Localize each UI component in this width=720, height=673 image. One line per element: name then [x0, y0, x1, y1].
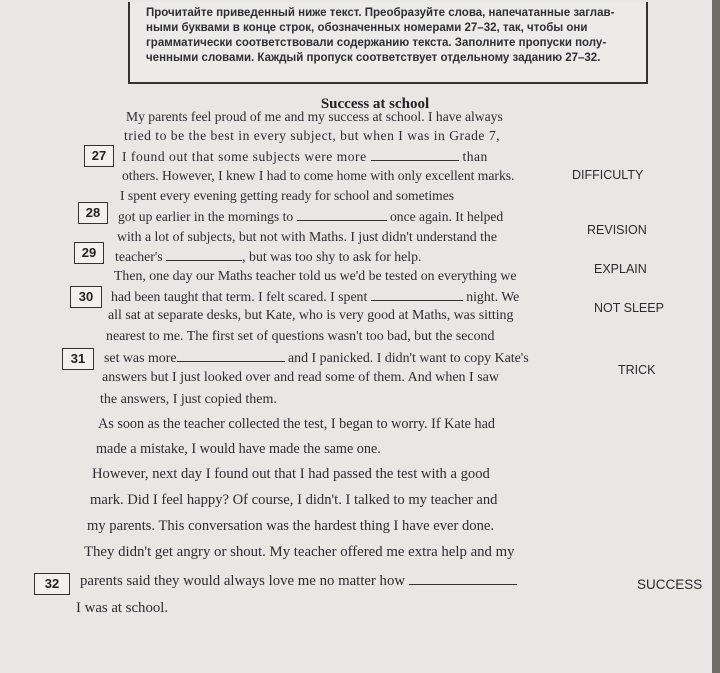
keyword-29: EXPLAIN — [594, 262, 647, 276]
text-line: However, next day I found out that I had passed the test with a good — [92, 466, 490, 482]
text-line: others. However, I knew I had to come home with only excellent marks. — [122, 168, 515, 183]
instructions-box — [128, 2, 648, 84]
task-number-29: 29 — [74, 242, 104, 264]
task-number-28: 28 — [78, 202, 108, 224]
answer-blank-30[interactable] — [371, 288, 463, 301]
task-number-30: 30 — [70, 286, 102, 308]
instruction-line: Прочитайте приведенный ниже текст. Преобразуйте слова, напечатанные заглав- — [146, 7, 615, 19]
text-line: As soon as the teacher collected the test, I began to worry. If Kate had — [98, 416, 495, 432]
text-line: made a mistake, I would have made the same one. — [96, 441, 381, 457]
text-line: mark. Did I feel happy? Of course, I didn't. I talked to my teacher and — [90, 492, 498, 508]
instruction-line: ными буквами в конце строк, обозначенных номерами 27–32, так, чтобы они — [146, 22, 588, 34]
answer-blank-32[interactable] — [409, 572, 517, 585]
answer-blank-28[interactable] — [297, 208, 387, 221]
instruction-line: ченными словами. Каждый пропуск соответствует отдельному заданию 27–32. — [146, 52, 601, 64]
answer-blank-31[interactable] — [177, 349, 285, 362]
text-line: Then, one day our Maths teacher told us we'd be tested on everything we — [114, 268, 517, 283]
text-line: got up earlier in the mornings to once again. It helped — [118, 209, 504, 224]
text-line: answers but I just looked over and read some of them. And when I saw — [102, 370, 499, 385]
text-line: teacher's , but was too shy to ask for help. — [115, 249, 422, 264]
task-number-27: 27 — [84, 145, 114, 167]
answer-blank-29[interactable] — [166, 248, 242, 261]
keyword-31: TRICK — [618, 363, 656, 377]
page-edge — [712, 0, 720, 673]
text-line: I found out that some subjects were more than — [122, 149, 488, 164]
text-line: They didn't get angry or shout. My teacher offered me extra help and my — [84, 544, 515, 560]
keyword-32: SUCCESS — [637, 577, 703, 592]
text-line: I spent every evening getting ready for school and sometimes — [120, 188, 455, 203]
task-number-32: 32 — [34, 573, 70, 595]
text-line: set was more and I panicked. I didn't want to copy Kate's — [104, 351, 529, 366]
instruction-line: грамматически соответствовали содержанию текста. Заполните пропуски полу- — [146, 37, 607, 49]
keyword-28: REVISION — [587, 223, 647, 237]
answer-blank-27[interactable] — [371, 148, 459, 161]
text-line: had been taught that term. I felt scared. I spent night. We — [111, 289, 520, 304]
keyword-30: NOT SLEEP — [594, 301, 664, 315]
text-line: tried to be the best in every subject, but when I was in Grade 7, — [124, 128, 501, 143]
text-line: the answers, I just copied them. — [100, 392, 277, 407]
text-line: all sat at separate desks, but Kate, who is very good at Maths, was sitting — [108, 308, 514, 323]
text-line: parents said they would always love me no matter how — [80, 572, 517, 590]
text-line: nearest to me. The first set of questions wasn't too bad, but the second — [106, 329, 495, 344]
text-line: My parents feel proud of me and my success at school. I have always — [126, 109, 503, 124]
text-line: with a lot of subjects, but not with Maths. I just didn't understand the — [117, 229, 497, 244]
keyword-27: DIFFICULTY — [572, 168, 644, 182]
text-line: my parents. This conversation was the hardest thing I have ever done. — [87, 518, 495, 534]
text-title: Success at school — [320, 96, 430, 112]
task-number-31: 31 — [62, 348, 94, 370]
text-line: I was at school. — [76, 600, 169, 616]
